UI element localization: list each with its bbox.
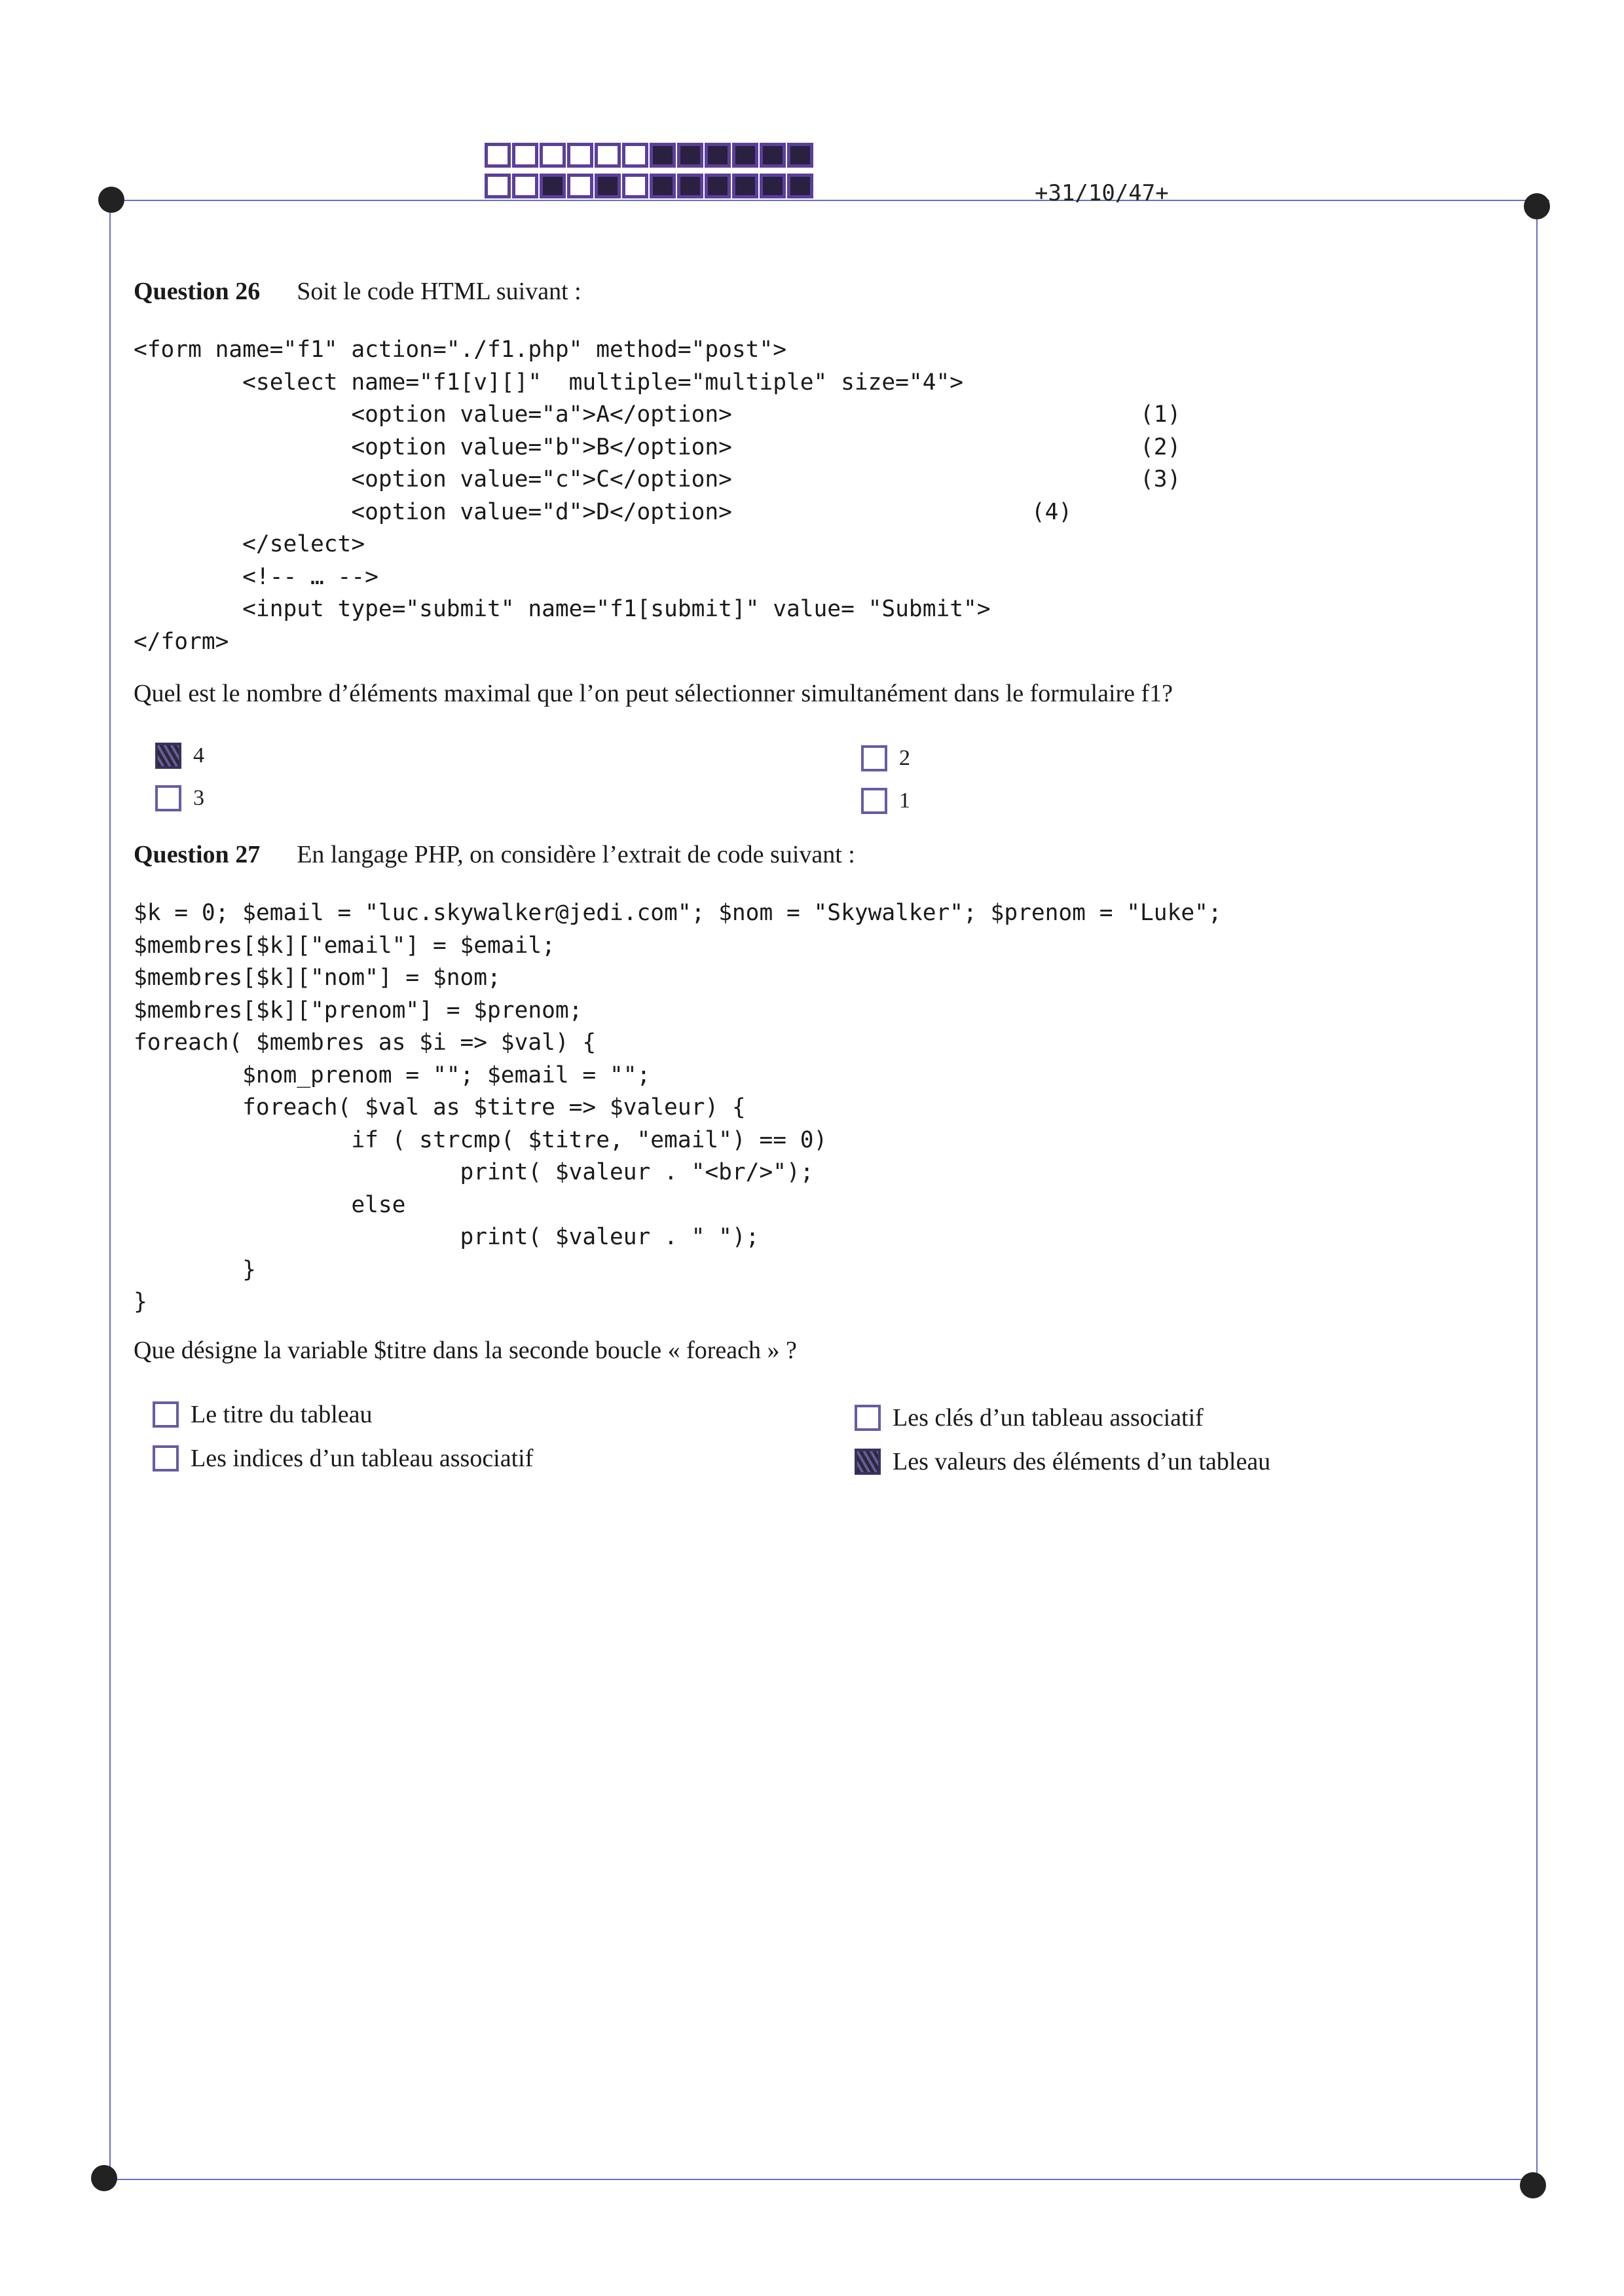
choice-label: Les indices d’un tableau associatif	[191, 1445, 534, 1472]
choice-label: Le titre du tableau	[191, 1401, 373, 1428]
q26-choice-4[interactable]	[155, 743, 204, 769]
barcode-cell	[512, 174, 538, 198]
checkbox[interactable]	[861, 788, 887, 814]
checkbox[interactable]	[861, 745, 887, 771]
question-27-intro: En langage PHP, on considère l’extrait de code suivant :	[297, 841, 855, 868]
barcode-cell	[595, 174, 621, 198]
barcode-row-2	[485, 174, 815, 198]
barcode-cell	[787, 174, 813, 198]
frame-left-line	[109, 200, 111, 2180]
frame-bottom-line	[105, 2179, 1543, 2180]
barcode-cell	[485, 174, 511, 198]
question-26-intro: Soit le code HTML suivant :	[297, 278, 581, 305]
checkbox[interactable]	[153, 1401, 179, 1428]
checkbox[interactable]	[153, 1445, 179, 1472]
barcode-cell	[567, 143, 593, 168]
barcode-cell	[485, 143, 511, 168]
barcode-cell	[705, 174, 731, 198]
corner-marker-bottom-right	[1520, 2172, 1546, 2198]
barcode-cell	[732, 143, 758, 168]
barcode-cell	[512, 143, 538, 168]
checkbox[interactable]	[155, 743, 181, 769]
q26-choice-1[interactable]	[861, 788, 910, 814]
corner-marker-top-right	[1524, 193, 1550, 219]
barcode-cell	[677, 143, 703, 168]
barcode-cell	[650, 143, 676, 168]
barcode-cell	[760, 143, 786, 168]
barcode-cell	[540, 143, 566, 168]
choice-label: 4	[193, 743, 204, 768]
question-27-prompt: Que désigne la variable $titre dans la seconde boucle « foreach » ?	[134, 1337, 797, 1364]
question-27-heading	[134, 840, 855, 869]
checkbox[interactable]	[155, 785, 181, 811]
question-27-label: Question 27	[134, 841, 261, 868]
barcode-cell	[732, 174, 758, 198]
q27-choice-cles[interactable]	[855, 1403, 1204, 1432]
barcode-cell	[787, 143, 813, 168]
q27-choice-titre-tableau[interactable]	[153, 1400, 373, 1429]
barcode-cell	[595, 143, 621, 168]
q26-choice-3[interactable]	[155, 785, 204, 811]
question-26-heading	[134, 277, 581, 306]
choice-label: Les clés d’un tableau associatif	[893, 1404, 1204, 1432]
q27-choice-indices[interactable]	[153, 1444, 533, 1473]
question-26-prompt: Quel est le nombre d’éléments maximal que l’on peut sélectionner simultanément dans le formulaire f1?	[134, 680, 1173, 707]
checkbox[interactable]	[855, 1405, 881, 1431]
corner-marker-bottom-left	[91, 2165, 117, 2191]
question-27-code: $k = 0; $email = "luc.skywalker@jedi.com"; $nom = "Skywalker"; $prenom = "Luke"; $membres[$k]["email"] = $email; $membres[$k]["nom"] = $nom; $membres[$k]["prenom"] = $prenom; foreach( $membres as $i => $val) { $nom_prenom = ""; $email = ""; foreach( $val as $titre => $valeur) { if ( strcmp( $titre, "email") == 0) print( $valeur . "<br/>"); else print( $valeur . " "); } }	[134, 900, 1222, 1315]
question-26-label: Question 26	[134, 278, 261, 305]
frame-top-line	[111, 200, 1549, 201]
choice-label: Les valeurs des éléments d’un tableau	[893, 1448, 1271, 1475]
barcode-cell	[540, 174, 566, 198]
barcode-cell	[622, 143, 648, 168]
barcode-cell	[622, 174, 648, 198]
choice-label: 2	[899, 746, 910, 770]
barcode-cell	[650, 174, 676, 198]
barcode-cell	[567, 174, 593, 198]
frame-right-line	[1536, 200, 1538, 2180]
barcode-cell	[705, 143, 731, 168]
barcode-cell	[677, 174, 703, 198]
checkbox[interactable]	[855, 1449, 881, 1475]
question-26-code: <form name="f1" action="./f1.php" method="post"> <select name="f1[v][]" multiple="multiple" size="4"> <option value="a">A</option> (1) <option value="b">B</option> (2) <option value="c">C</option> (3) <option value="d">D</option> (4) </select> <!-- … --> <input type="submit" name="f1[submit]" value= "Submit"> </form>	[134, 337, 1181, 655]
choice-label: 3	[193, 786, 204, 810]
q27-choice-valeurs[interactable]	[855, 1447, 1270, 1476]
q26-choice-2[interactable]	[861, 745, 910, 771]
sheet-identifier: +31/10/47+	[1035, 180, 1169, 206]
barcode-row-1	[485, 143, 815, 168]
choice-label: 1	[899, 788, 910, 813]
corner-marker-top-left	[98, 187, 124, 213]
barcode-cell	[760, 174, 786, 198]
